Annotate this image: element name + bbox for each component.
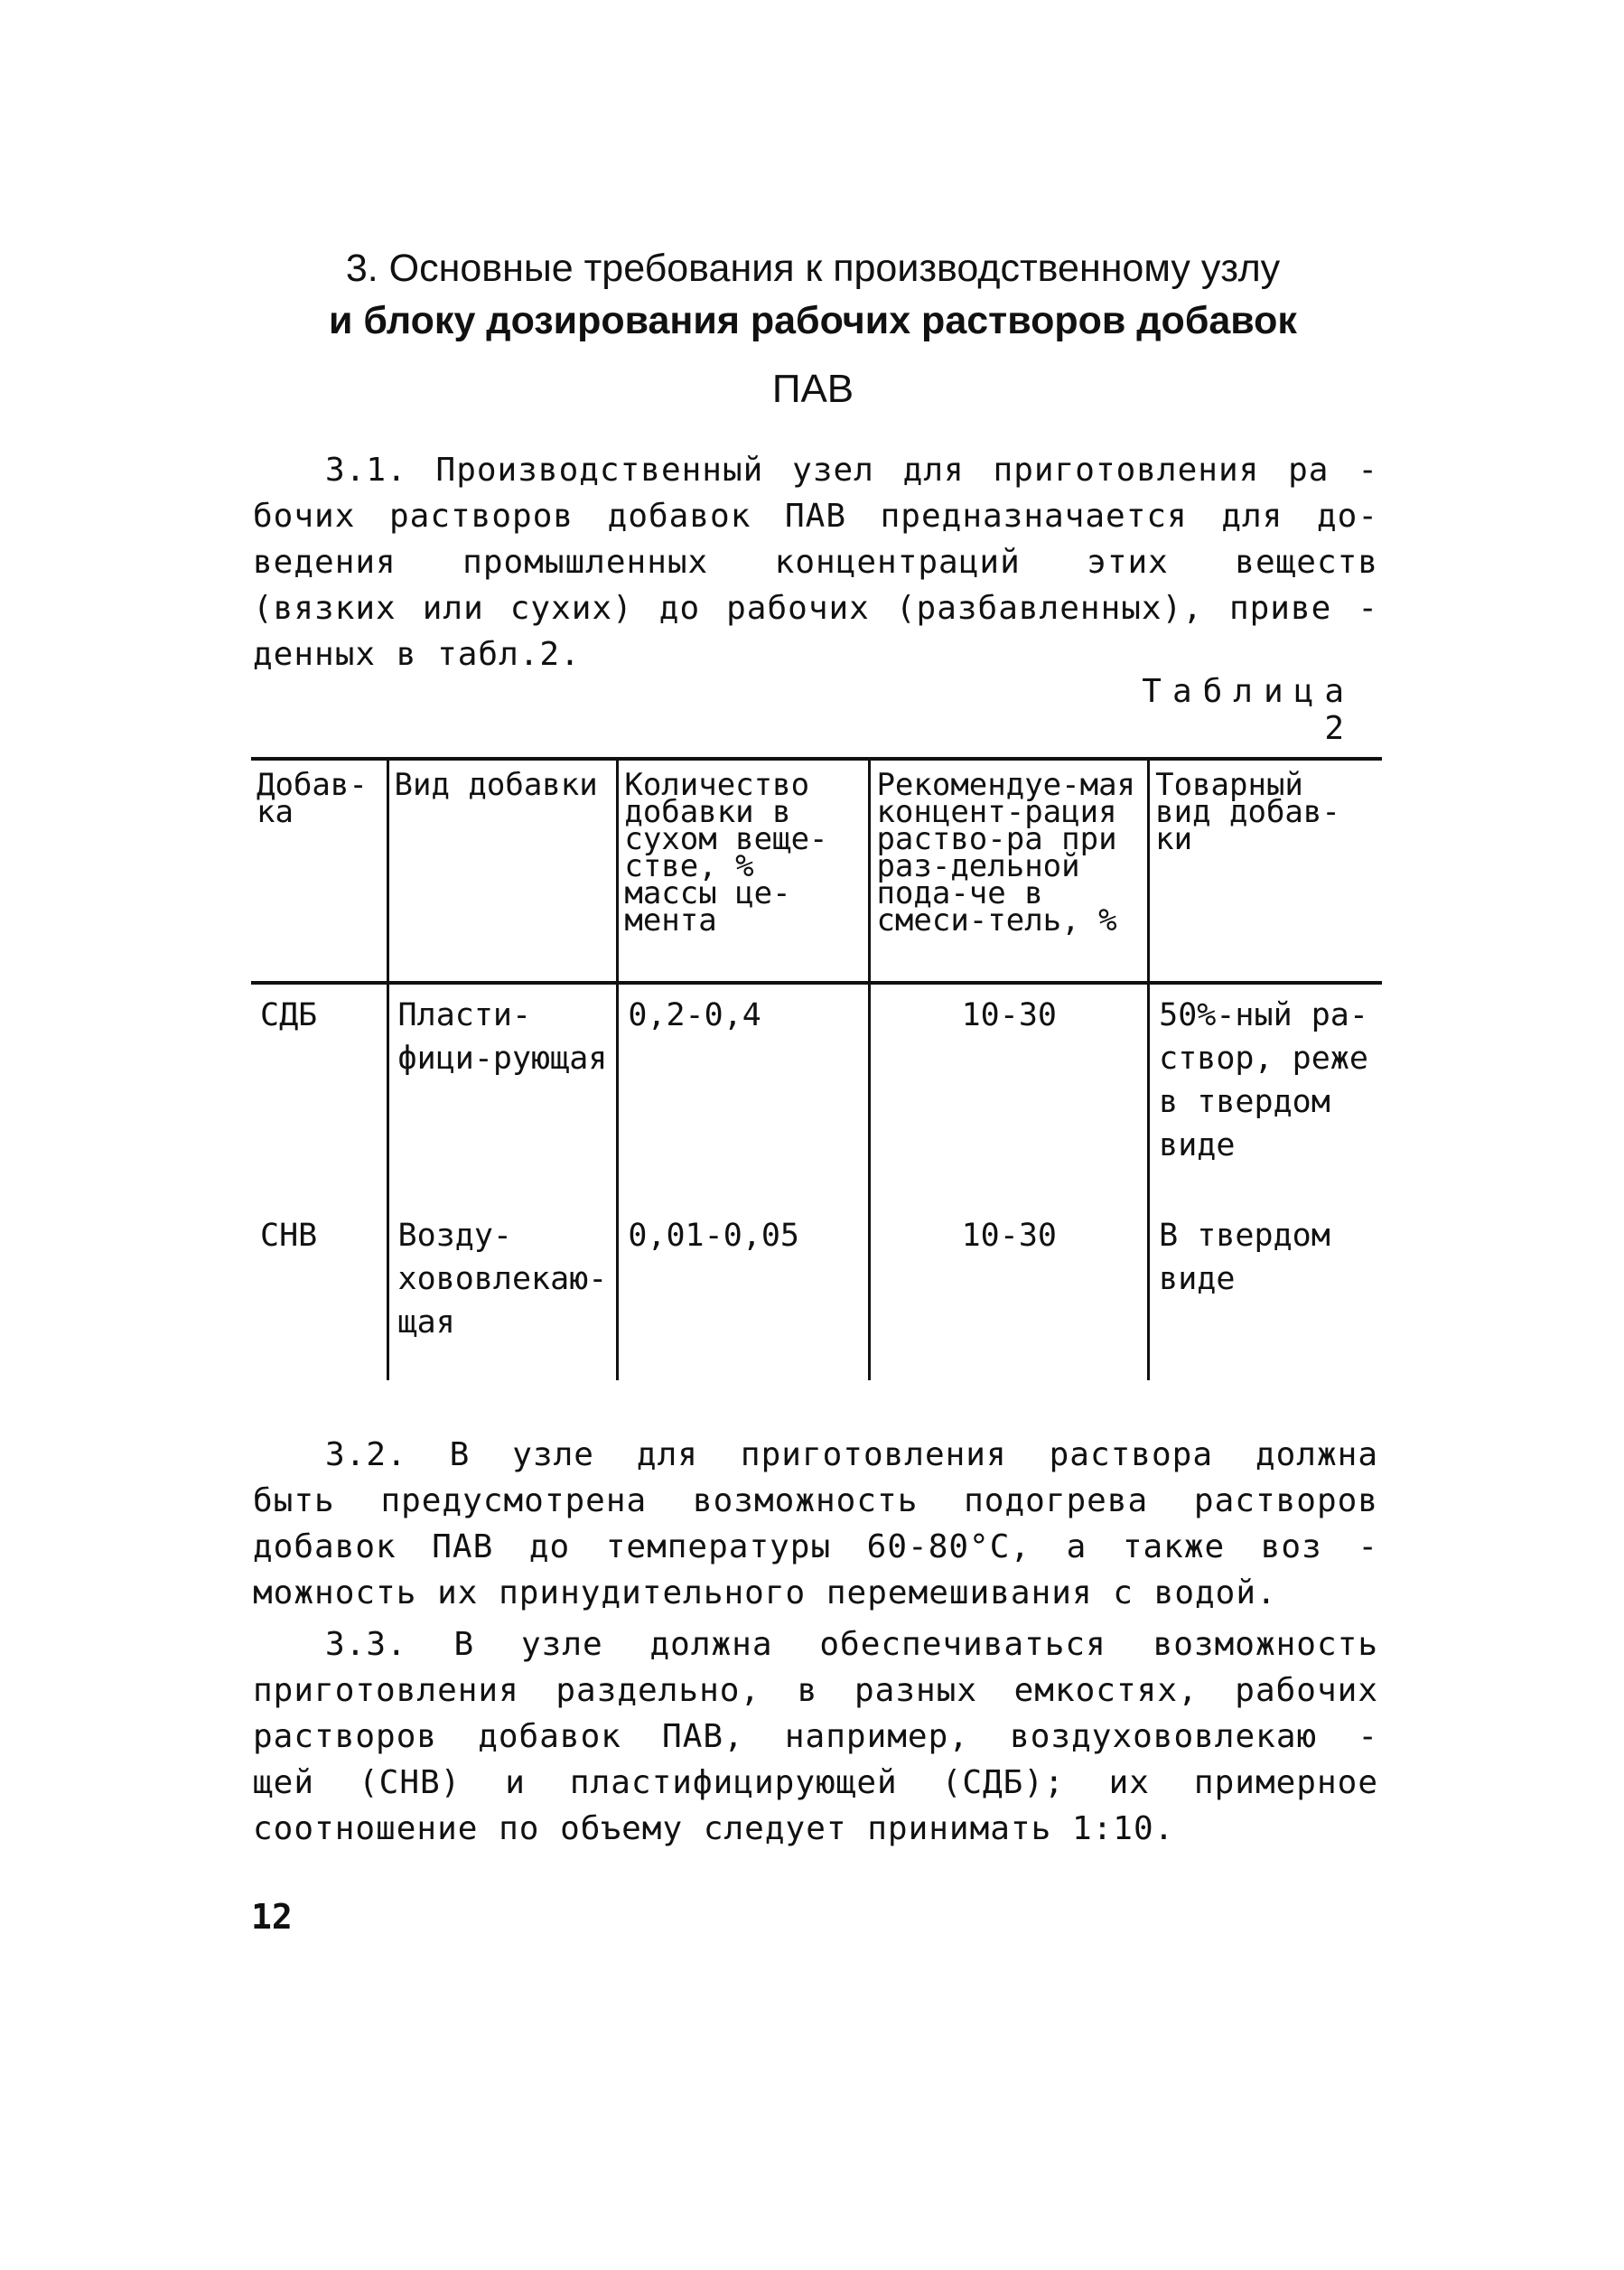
paragraph-line: можность их принудительного перемешивания с водой. xyxy=(253,1574,1277,1611)
heading-line-2: и блоку дозирования рабочих растворов добавок xyxy=(329,299,1297,342)
cell-concentration: 10-30 xyxy=(870,983,1149,1205)
column-header: Товарный вид добав-ки xyxy=(1149,759,1382,983)
heading-line-1: 3. Основные требования к производственному узлу xyxy=(345,247,1281,290)
page-number: 12 xyxy=(251,1897,293,1937)
cell-form: 50%-ный ра-створ, реже в твердом виде xyxy=(1149,983,1382,1205)
paragraph-line: ведения промышленных концентраций этих веществ xyxy=(253,544,1378,581)
column-header: Рекомендуе-мая концент-рация раство-ра при раз-дельной пода-че в смеси-тель, % xyxy=(870,759,1149,983)
table-row xyxy=(251,1205,1382,1380)
additives-table xyxy=(251,757,1382,1380)
paragraph-line: растворов добавок ПАВ, например, воздухововлекаю - xyxy=(253,1718,1378,1755)
cell-name: СНВ xyxy=(260,1218,318,1254)
cell-amount: 0,2-0,4 xyxy=(618,983,870,1205)
table-caption: Таблица 2 xyxy=(1142,673,1355,747)
paragraph-line: приготовления раздельно, в разных емкостях, рабочих xyxy=(253,1672,1378,1709)
heading-line-3: ПАВ xyxy=(771,367,854,411)
paragraph-line: добавок ПАВ до температуры 60-80°С, а также воз - xyxy=(253,1528,1378,1565)
column-header: Количество добавки в сухом веще-стве, % массы це-мента xyxy=(618,759,870,983)
cell-name: СДБ xyxy=(260,997,318,1033)
paragraph-line: бочих растворов добавок ПАВ предназначается для до- xyxy=(253,498,1378,535)
paragraph-line: денных в табл.2. xyxy=(253,636,581,673)
paragraph-line: быть предусмотрена возможность подогрева растворов xyxy=(253,1482,1378,1519)
column-header: Вид добавки xyxy=(387,759,618,983)
paragraph-3-3 xyxy=(253,1621,1378,1852)
section-heading xyxy=(271,242,1355,416)
paragraph-line: (вязких или сухих) до рабочих (разбавленных), приве - xyxy=(253,590,1378,627)
cell-type: Возду-хововлекаю-щая xyxy=(387,1205,618,1380)
paragraph-line: 3.2. В узле для приготовления раствора должна xyxy=(325,1436,1378,1473)
paragraph-line: 3.3. В узле должна обеспечиваться возможность xyxy=(325,1626,1378,1663)
paragraph-line: щей (СНВ) и пластифицирующей (СДБ); их примерное xyxy=(253,1764,1378,1801)
cell-type: Пласти-фици-рующая xyxy=(387,983,618,1205)
column-header: Добав-ка xyxy=(251,759,387,983)
paragraph-3-1 xyxy=(253,447,1378,677)
table-row xyxy=(251,983,1382,1205)
cell-concentration: 10-30 xyxy=(870,1205,1149,1380)
cell-amount: 0,01-0,05 xyxy=(618,1205,870,1380)
cell-form: В твердом виде xyxy=(1149,1205,1382,1380)
table-header-row xyxy=(251,759,1382,983)
paragraph-3-2 xyxy=(253,1432,1378,1616)
paragraph-line: соотношение по объему следует принимать 1:10. xyxy=(253,1810,1175,1847)
paragraph-line: 3.1. Производственный узел для приготовления ра - xyxy=(325,452,1378,489)
